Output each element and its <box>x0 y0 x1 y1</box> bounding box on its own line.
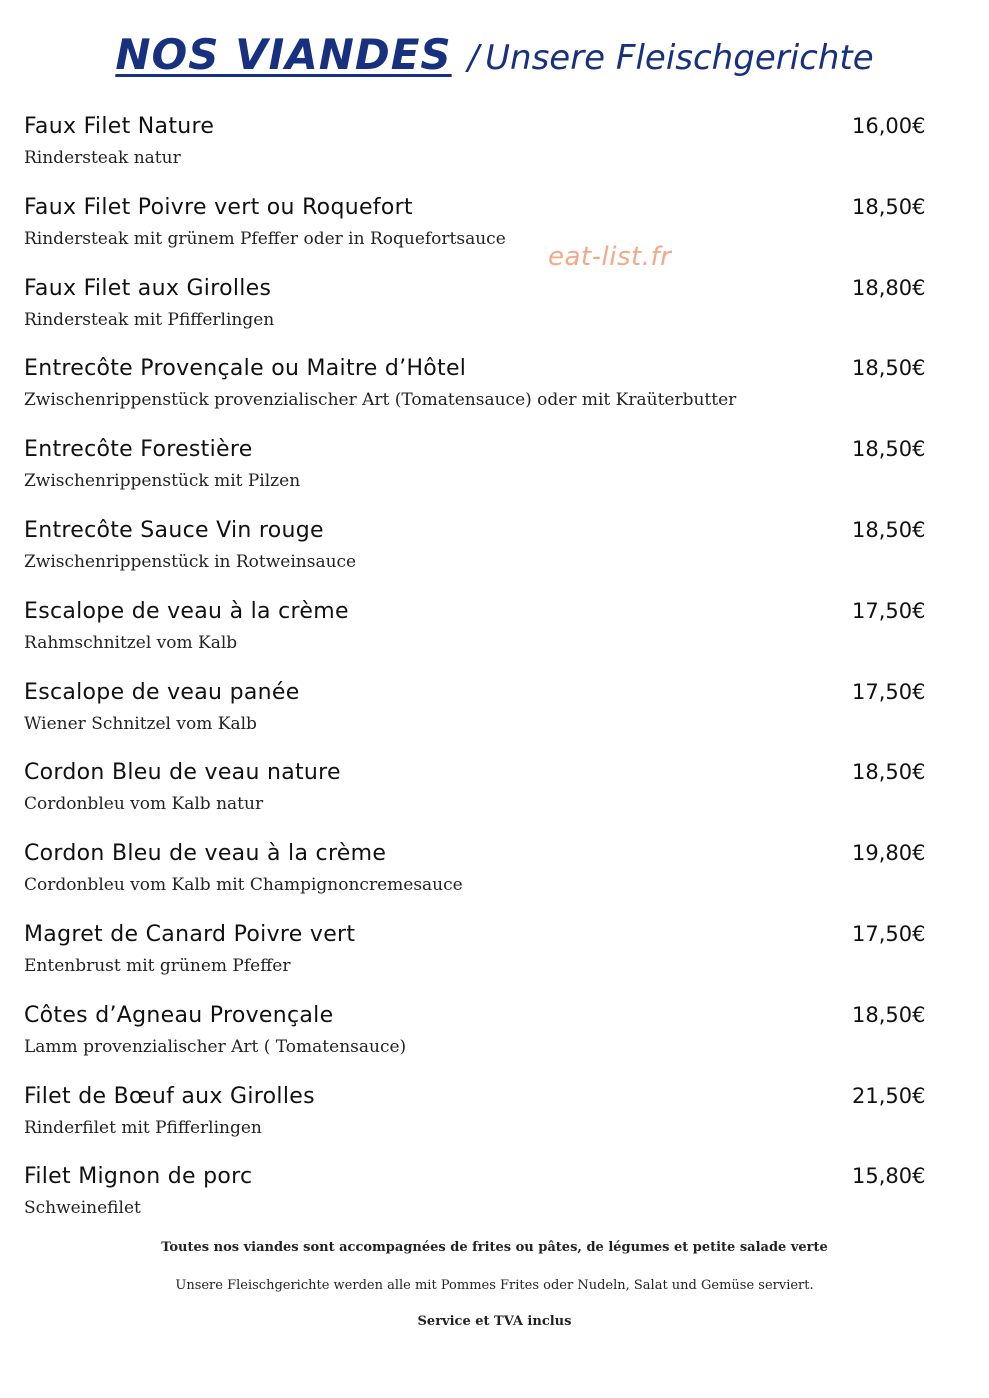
menu-item-description: Wiener Schnitzel vom Kalb <box>24 713 257 734</box>
menu-item-description: Rindersteak mit grünem Pfeffer oder in Roquefortsauce <box>24 228 506 249</box>
menu-item-name: Escalope de veau à la crème <box>24 598 349 624</box>
page-subtitle: Unsere Fleischgerichte <box>485 38 874 78</box>
menu-item <box>24 514 964 595</box>
menu-item-description: Zwischenrippenstück provenzialischer Art (Tomatensauce) oder mit Kraüterbutter <box>24 390 737 411</box>
menu-item-price: 19,80€ <box>852 841 926 866</box>
menu-item-description: Rindersteak natur <box>24 148 181 168</box>
menu-item-price: 18,50€ <box>852 194 926 219</box>
menu-item-description: Rahmschnitzel vom Kalb <box>24 632 238 653</box>
menu-item-name: Faux Filet aux Girolles <box>24 275 272 301</box>
menu-item-name: Entrecôte Forestière <box>24 437 253 463</box>
menu-list <box>24 110 964 1241</box>
page-header <box>0 30 989 79</box>
menu-item-price: 18,50€ <box>852 1002 926 1027</box>
menu-item-name: Faux Filet Poivre vert ou Roquefort <box>24 194 413 220</box>
menu-item-name: Filet Mignon de porc <box>24 1164 253 1190</box>
menu-item-description: Rindersteak mit Pfifferlingen <box>24 309 275 330</box>
menu-item <box>24 352 964 433</box>
menu-item <box>24 999 964 1080</box>
menu-item <box>24 110 964 191</box>
menu-item-price: 18,80€ <box>852 275 926 300</box>
menu-item <box>24 1080 964 1161</box>
footer-note-french: Toutes nos viandes sont accompagnées de frites ou pâtes, de légumes et petite salade verte <box>161 1240 828 1255</box>
menu-item <box>24 191 964 272</box>
menu-item-description: Zwischenrippenstück mit Pilzen <box>24 471 301 492</box>
menu-item-name: Escalope de veau panée <box>24 679 300 705</box>
menu-item <box>24 918 964 999</box>
menu-item-price: 18,50€ <box>852 437 926 462</box>
menu-item-name: Filet de Bœuf aux Girolles <box>24 1083 315 1109</box>
menu-item-description: Cordonbleu vom Kalb natur <box>24 794 264 815</box>
menu-item-price: 17,50€ <box>852 679 926 704</box>
menu-item-price: 21,50€ <box>852 1083 926 1108</box>
menu-item <box>24 676 964 757</box>
menu-item-price: 18,50€ <box>852 760 926 785</box>
menu-item-price: 16,00€ <box>852 114 926 138</box>
menu-item-name: Faux Filet Nature <box>24 114 215 139</box>
menu-item-price: 17,50€ <box>852 598 926 623</box>
menu-item-name: Côtes d’Agneau Provençale <box>24 1002 334 1028</box>
menu-item-description: Rinderfilet mit Pfifferlingen <box>24 1117 262 1138</box>
page-title: NOS VIANDES <box>115 30 452 79</box>
menu-item-price: 18,50€ <box>852 517 926 542</box>
footer-service-note: Service et TVA inclus <box>417 1314 572 1329</box>
menu-item-name: Cordon Bleu de veau nature <box>24 760 341 786</box>
menu-item-price: 15,80€ <box>852 1164 926 1189</box>
menu-item-price: 18,50€ <box>852 356 926 381</box>
title-separator: / <box>467 38 480 78</box>
menu-item-description: Lamm provenzialischer Art ( Tomatensauce) <box>24 1036 407 1057</box>
menu-item <box>24 756 964 837</box>
menu-item <box>24 595 964 676</box>
menu-item-price: 17,50€ <box>852 921 926 946</box>
menu-item-description: Schweinefilet <box>24 1198 141 1219</box>
menu-item-name: Entrecôte Sauce Vin rouge <box>24 517 324 543</box>
menu-item-name: Cordon Bleu de veau à la crème <box>24 841 387 867</box>
watermark-text: eat-list.fr <box>548 242 672 272</box>
menu-item <box>24 272 964 353</box>
menu-item <box>24 433 964 514</box>
menu-item-description: Zwischenrippenstück in Rotweinsauce <box>24 551 357 572</box>
menu-item-name: Magret de Canard Poivre vert <box>24 921 356 947</box>
menu-item <box>24 1160 964 1241</box>
menu-item <box>24 837 964 918</box>
menu-item-description: Entenbrust mit grünem Pfeffer <box>24 955 291 976</box>
footer-note-german: Unsere Fleischgerichte werden alle mit Pommes Frites oder Nudeln, Salat und Gemüse serviert. <box>175 1278 814 1293</box>
menu-item-description: Cordonbleu vom Kalb mit Champignoncremesauce <box>24 875 463 896</box>
menu-item-name: Entrecôte Provençale ou Maitre d’Hôtel <box>24 356 467 382</box>
